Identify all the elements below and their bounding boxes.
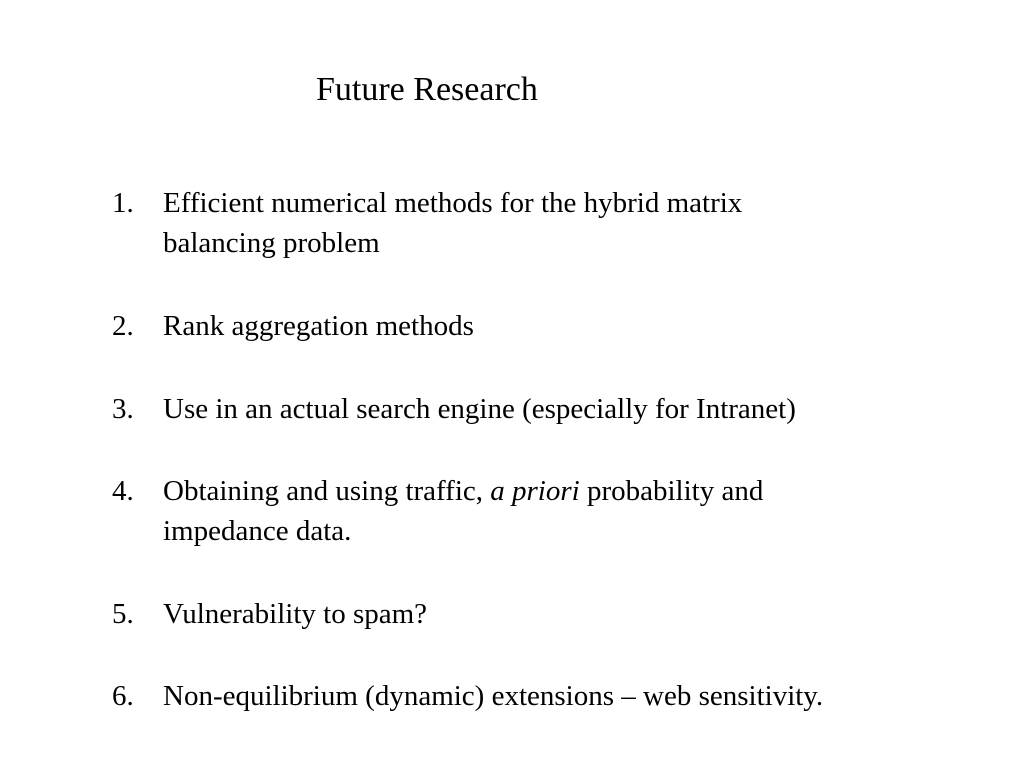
item-text <box>163 594 963 634</box>
item-text <box>163 676 963 716</box>
item-line: Non-equilibrium (dynamic) extensions – web sensitivity. <box>163 680 824 712</box>
item-line: balancing problem <box>163 227 380 259</box>
item-text-segment: probability and <box>579 475 764 507</box>
item-text <box>163 306 963 346</box>
item-number: 6. <box>112 680 134 712</box>
item-line: Vulnerability to spam? <box>163 598 428 630</box>
item-line: Rank aggregation methods <box>163 310 474 342</box>
item-line: impedance data. <box>163 515 352 547</box>
item-number: 5. <box>112 598 134 630</box>
item-line: Use in an actual search engine (especially for Intranet) <box>163 393 796 425</box>
slide-title: Future Research <box>316 71 538 108</box>
item-number: 2. <box>112 310 134 342</box>
italic-phrase: a priori <box>490 475 580 507</box>
item-line: Efficient numerical methods for the hybrid matrix <box>163 187 743 219</box>
item-number: 3. <box>112 393 134 425</box>
item-text <box>163 183 963 263</box>
item-number: 4. <box>112 475 134 507</box>
item-text-segment: Obtaining and using traffic, <box>163 475 491 507</box>
item-line <box>163 471 963 511</box>
item-text <box>163 389 963 429</box>
item-text <box>163 471 963 551</box>
item-number: 1. <box>112 187 134 219</box>
